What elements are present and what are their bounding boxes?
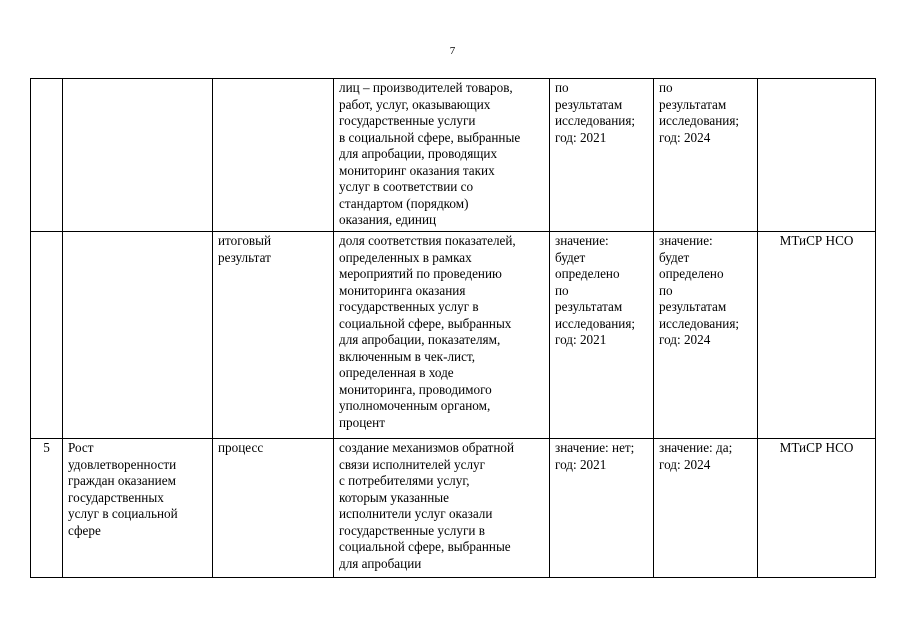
row-number-cell: 5: [31, 439, 63, 578]
base-value-cell: по результатам исследования; год: 2021: [550, 79, 654, 232]
table-row: [31, 232, 876, 439]
indicators-table: [30, 78, 876, 578]
indicator-cell: создание механизмов обратной связи исполнителей услуг с потребителями услуг, которым указанные исполнители услуг оказали государственные услуги в социальной сфере, выбранные для апробации: [334, 439, 550, 578]
goal-cell: Рост удовлетворенности граждан оказанием государственных услуг в социальной сфере: [63, 439, 213, 578]
page-number: 7: [449, 45, 456, 57]
stage-cell: [213, 79, 334, 232]
target-value-cell: значение: да; год: 2024: [654, 439, 758, 578]
goal-cell: [63, 79, 213, 232]
table-row: [31, 79, 876, 232]
indicator-cell: доля соответствия показателей, определенных в рамках мероприятий по проведению мониторинга оказания государственных услуг в социальной сфере, выбранных для апробации, показателям, включенным в чек-лист, определенная в ходе мониторинга, проводимого уполномоченным органом, процент: [334, 232, 550, 439]
target-value-cell: по результатам исследования; год: 2024: [654, 79, 758, 232]
row-number-cell: [31, 232, 63, 439]
target-value-cell: значение: будет определено по результатам исследования; год: 2024: [654, 232, 758, 439]
row-number-cell: [31, 79, 63, 232]
indicator-cell: лиц – производителей товаров, работ, услуг, оказывающих государственные услуги в социальной сфере, выбранные для апробации, проводящих мониторинг оказания таких услуг в соответствии со стандартом (порядком) оказания, единиц: [334, 79, 550, 232]
base-value-cell: значение: нет; год: 2021: [550, 439, 654, 578]
stage-cell: процесс: [213, 439, 334, 578]
base-value-cell: значение: будет определено по результатам исследования; год: 2021: [550, 232, 654, 439]
responsible-cell: МТиСР НСО: [758, 439, 876, 578]
responsible-cell: [758, 79, 876, 232]
goal-cell: [63, 232, 213, 439]
responsible-cell: МТиСР НСО: [758, 232, 876, 439]
stage-cell: итоговый результат: [213, 232, 334, 439]
table-row: [31, 439, 876, 578]
